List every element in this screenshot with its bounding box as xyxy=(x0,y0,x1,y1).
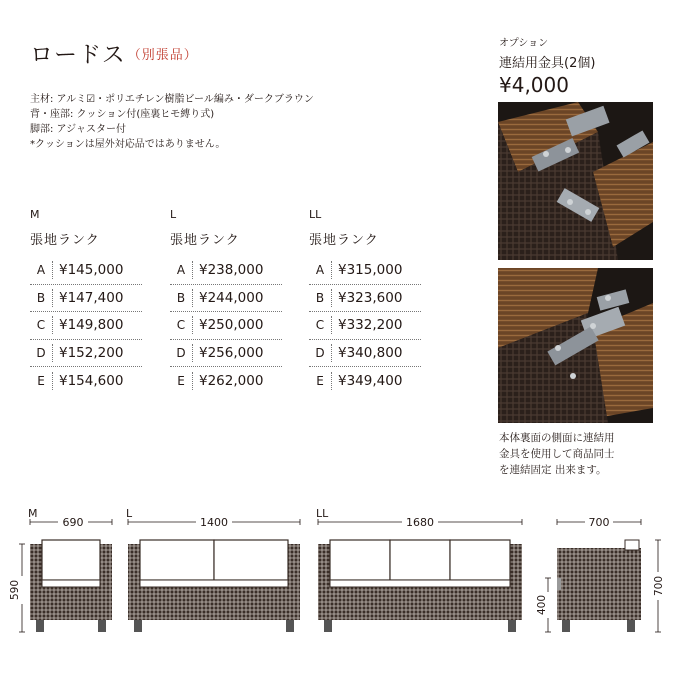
size-label: LL xyxy=(309,208,322,221)
price-row xyxy=(30,340,142,368)
size-label: M xyxy=(30,208,40,221)
rank-letter: C xyxy=(30,316,53,334)
price-value: ¥152,200 xyxy=(59,344,124,361)
spec-material: 主材: アルミ☑・ポリエチレン樹脂ビール編み・ダークブラウン xyxy=(30,94,314,105)
price-row xyxy=(30,257,142,285)
dim-seat-height: 400 xyxy=(536,594,548,616)
rank-heading: 張地ランク xyxy=(170,233,240,248)
side-height-dimension-700 xyxy=(648,540,666,632)
rank-letter: D xyxy=(309,344,332,362)
spec-legs: 脚部: アジャスター付 xyxy=(30,124,126,135)
price-value: ¥323,600 xyxy=(338,289,403,306)
price-row xyxy=(170,285,282,313)
price-row xyxy=(30,285,142,313)
dim-side-depth: 700 xyxy=(588,516,610,529)
price-value: ¥147,400 xyxy=(59,289,124,306)
price-table xyxy=(170,257,282,395)
dim-m-width: 690 xyxy=(62,516,84,529)
rank-letter: B xyxy=(309,289,332,307)
price-value: ¥238,000 xyxy=(199,262,264,279)
rank-heading: 張地ランク xyxy=(309,233,379,248)
dim-ll-width: 1680 xyxy=(406,516,434,529)
size-label: L xyxy=(170,208,177,221)
option-name: 連結用金具(2個) xyxy=(499,56,596,71)
product-name: ロードス xyxy=(30,42,126,68)
rank-letter: B xyxy=(170,289,193,307)
option-price: ¥4,000 xyxy=(499,73,569,97)
price-value: ¥244,000 xyxy=(199,289,264,306)
dim-height: 590 xyxy=(9,579,21,601)
caption-line: 本体裏面の側面に連結用 xyxy=(499,432,615,444)
height-dimension-590 xyxy=(9,544,28,632)
rank-letter: D xyxy=(30,344,53,362)
rank-letter: A xyxy=(30,261,53,279)
caption-line: を連結固定 出来ます。 xyxy=(499,464,607,476)
price-row xyxy=(309,367,421,395)
product-title xyxy=(30,36,198,69)
product-subtitle: （別張品） xyxy=(127,48,198,63)
dimension-drawings xyxy=(0,500,680,680)
price-value: ¥262,000 xyxy=(199,372,264,389)
spec-cushion: 背・座部: クッション付(座裏ヒモ縛り式) xyxy=(30,109,215,120)
price-table xyxy=(30,257,142,395)
spec-list xyxy=(30,92,314,152)
dim-l-width: 1400 xyxy=(200,516,228,529)
price-column-l xyxy=(170,208,282,395)
price-value: ¥154,600 xyxy=(59,372,124,389)
rank-heading: 張地ランク xyxy=(30,233,100,248)
price-value: ¥349,400 xyxy=(338,372,403,389)
price-table xyxy=(309,257,421,395)
connector-photo-1 xyxy=(498,102,653,260)
spec-note: *クッションは屋外対応品ではありません。 xyxy=(30,139,226,150)
price-value: ¥340,800 xyxy=(338,344,403,361)
sofa-ll-drawing xyxy=(316,507,522,632)
sofa-side-drawing xyxy=(557,516,641,632)
price-row xyxy=(309,257,421,285)
price-value: ¥256,000 xyxy=(199,344,264,361)
price-row xyxy=(30,367,142,395)
price-column-m xyxy=(30,208,142,395)
price-row xyxy=(170,340,282,368)
price-row xyxy=(309,285,421,313)
price-value: ¥332,200 xyxy=(338,317,403,334)
price-row xyxy=(170,367,282,395)
rank-letter: E xyxy=(30,372,53,390)
price-row xyxy=(30,312,142,340)
sofa-l-drawing xyxy=(126,507,300,632)
price-value: ¥250,000 xyxy=(199,317,264,334)
price-row xyxy=(170,257,282,285)
option-caption xyxy=(499,430,669,478)
dim-side-height: 700 xyxy=(653,575,665,597)
rank-letter: B xyxy=(30,289,53,307)
dim-label-l: L xyxy=(126,507,133,520)
rank-letter: C xyxy=(170,316,193,334)
dim-label-m: M xyxy=(28,507,38,520)
price-value: ¥145,000 xyxy=(59,262,124,279)
rank-letter: A xyxy=(309,261,332,279)
rank-letter: D xyxy=(170,344,193,362)
price-value: ¥149,800 xyxy=(59,317,124,334)
seat-height-dimension-400 xyxy=(536,578,554,632)
price-column-ll xyxy=(309,208,421,395)
rank-letter: E xyxy=(170,372,193,390)
option-label: オプション xyxy=(499,38,549,49)
price-row xyxy=(309,312,421,340)
rank-letter: E xyxy=(309,372,332,390)
rank-letter: C xyxy=(309,316,332,334)
dim-label-ll: LL xyxy=(316,507,329,520)
price-value: ¥315,000 xyxy=(338,262,403,279)
caption-line: 金具を使用して商品同士 xyxy=(499,448,615,460)
connector-photo-2 xyxy=(498,268,653,423)
sofa-m-drawing xyxy=(28,507,112,632)
rank-letter: A xyxy=(170,261,193,279)
price-row xyxy=(170,312,282,340)
price-row xyxy=(309,340,421,368)
